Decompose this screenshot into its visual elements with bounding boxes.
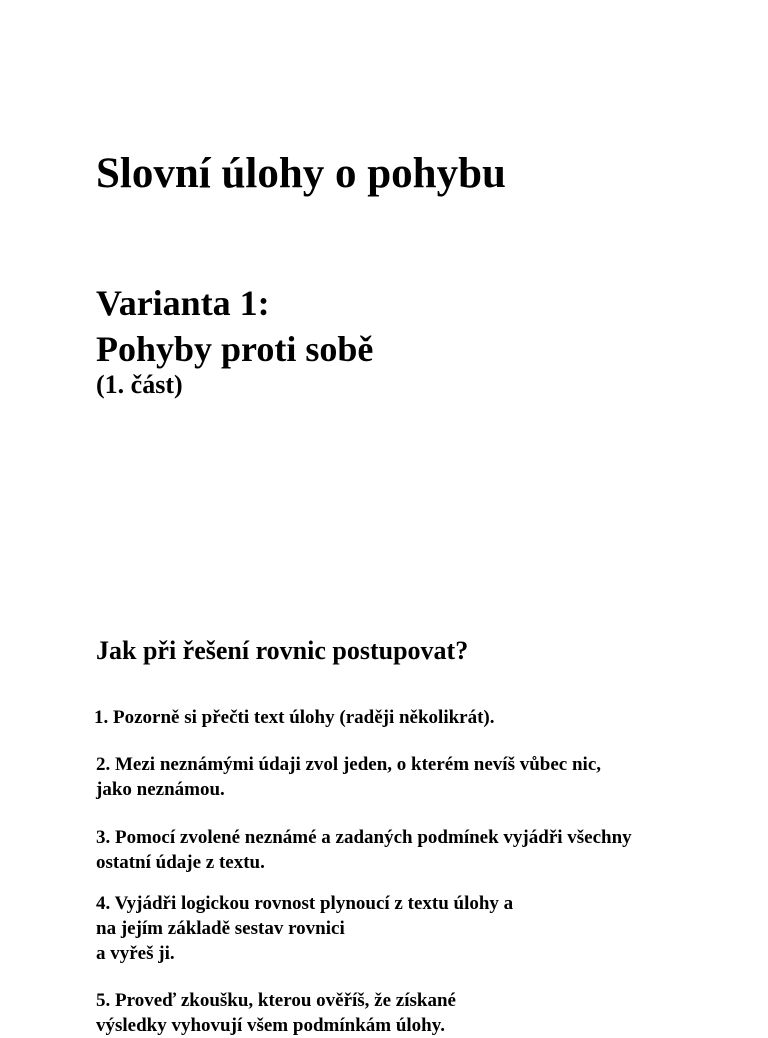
step-5-line-2: výsledky vyhovují všem podmínkám úlohy. <box>96 1015 445 1036</box>
step-4 <box>96 891 513 966</box>
variant-topic: Pohyby proti sobě <box>96 329 374 369</box>
step-2 <box>96 752 601 802</box>
step-3-line-1: 3. Pomocí zvolené neznámé a zadaných podmínek vyjádři všechny <box>96 827 632 848</box>
step-3 <box>96 825 632 875</box>
document-title: Slovní úlohy o pohybu <box>96 150 506 197</box>
variant-heading <box>96 280 373 400</box>
step-5 <box>96 988 456 1038</box>
step-2-line-2: jako neznámou. <box>96 779 225 800</box>
step-4-line-2: na jejím základě sestav rovnici <box>96 918 345 939</box>
step-1-line-1: 1. Pozorně si přečti text úlohy (raději několikrát). <box>94 707 495 728</box>
step-4-line-1: 4. Vyjádři logickou rovnost plynoucí z textu úlohy a <box>96 893 514 914</box>
step-4-line-3: a vyřeš ji. <box>96 943 175 964</box>
variant-number: Varianta 1: <box>96 283 270 323</box>
step-3-line-2: ostatní údaje z textu. <box>96 852 265 873</box>
variant-part: (1. část) <box>96 370 183 399</box>
step-5-line-1: 5. Proveď zkoušku, kterou ověříš, že získané <box>96 990 456 1011</box>
step-2-line-1: 2. Mezi neznámými údaji zvol jeden, o kterém nevíš vůbec nic, <box>96 754 602 775</box>
step-1 <box>94 705 495 730</box>
section-heading: Jak při řešení rovnic postupovat? <box>96 636 469 665</box>
